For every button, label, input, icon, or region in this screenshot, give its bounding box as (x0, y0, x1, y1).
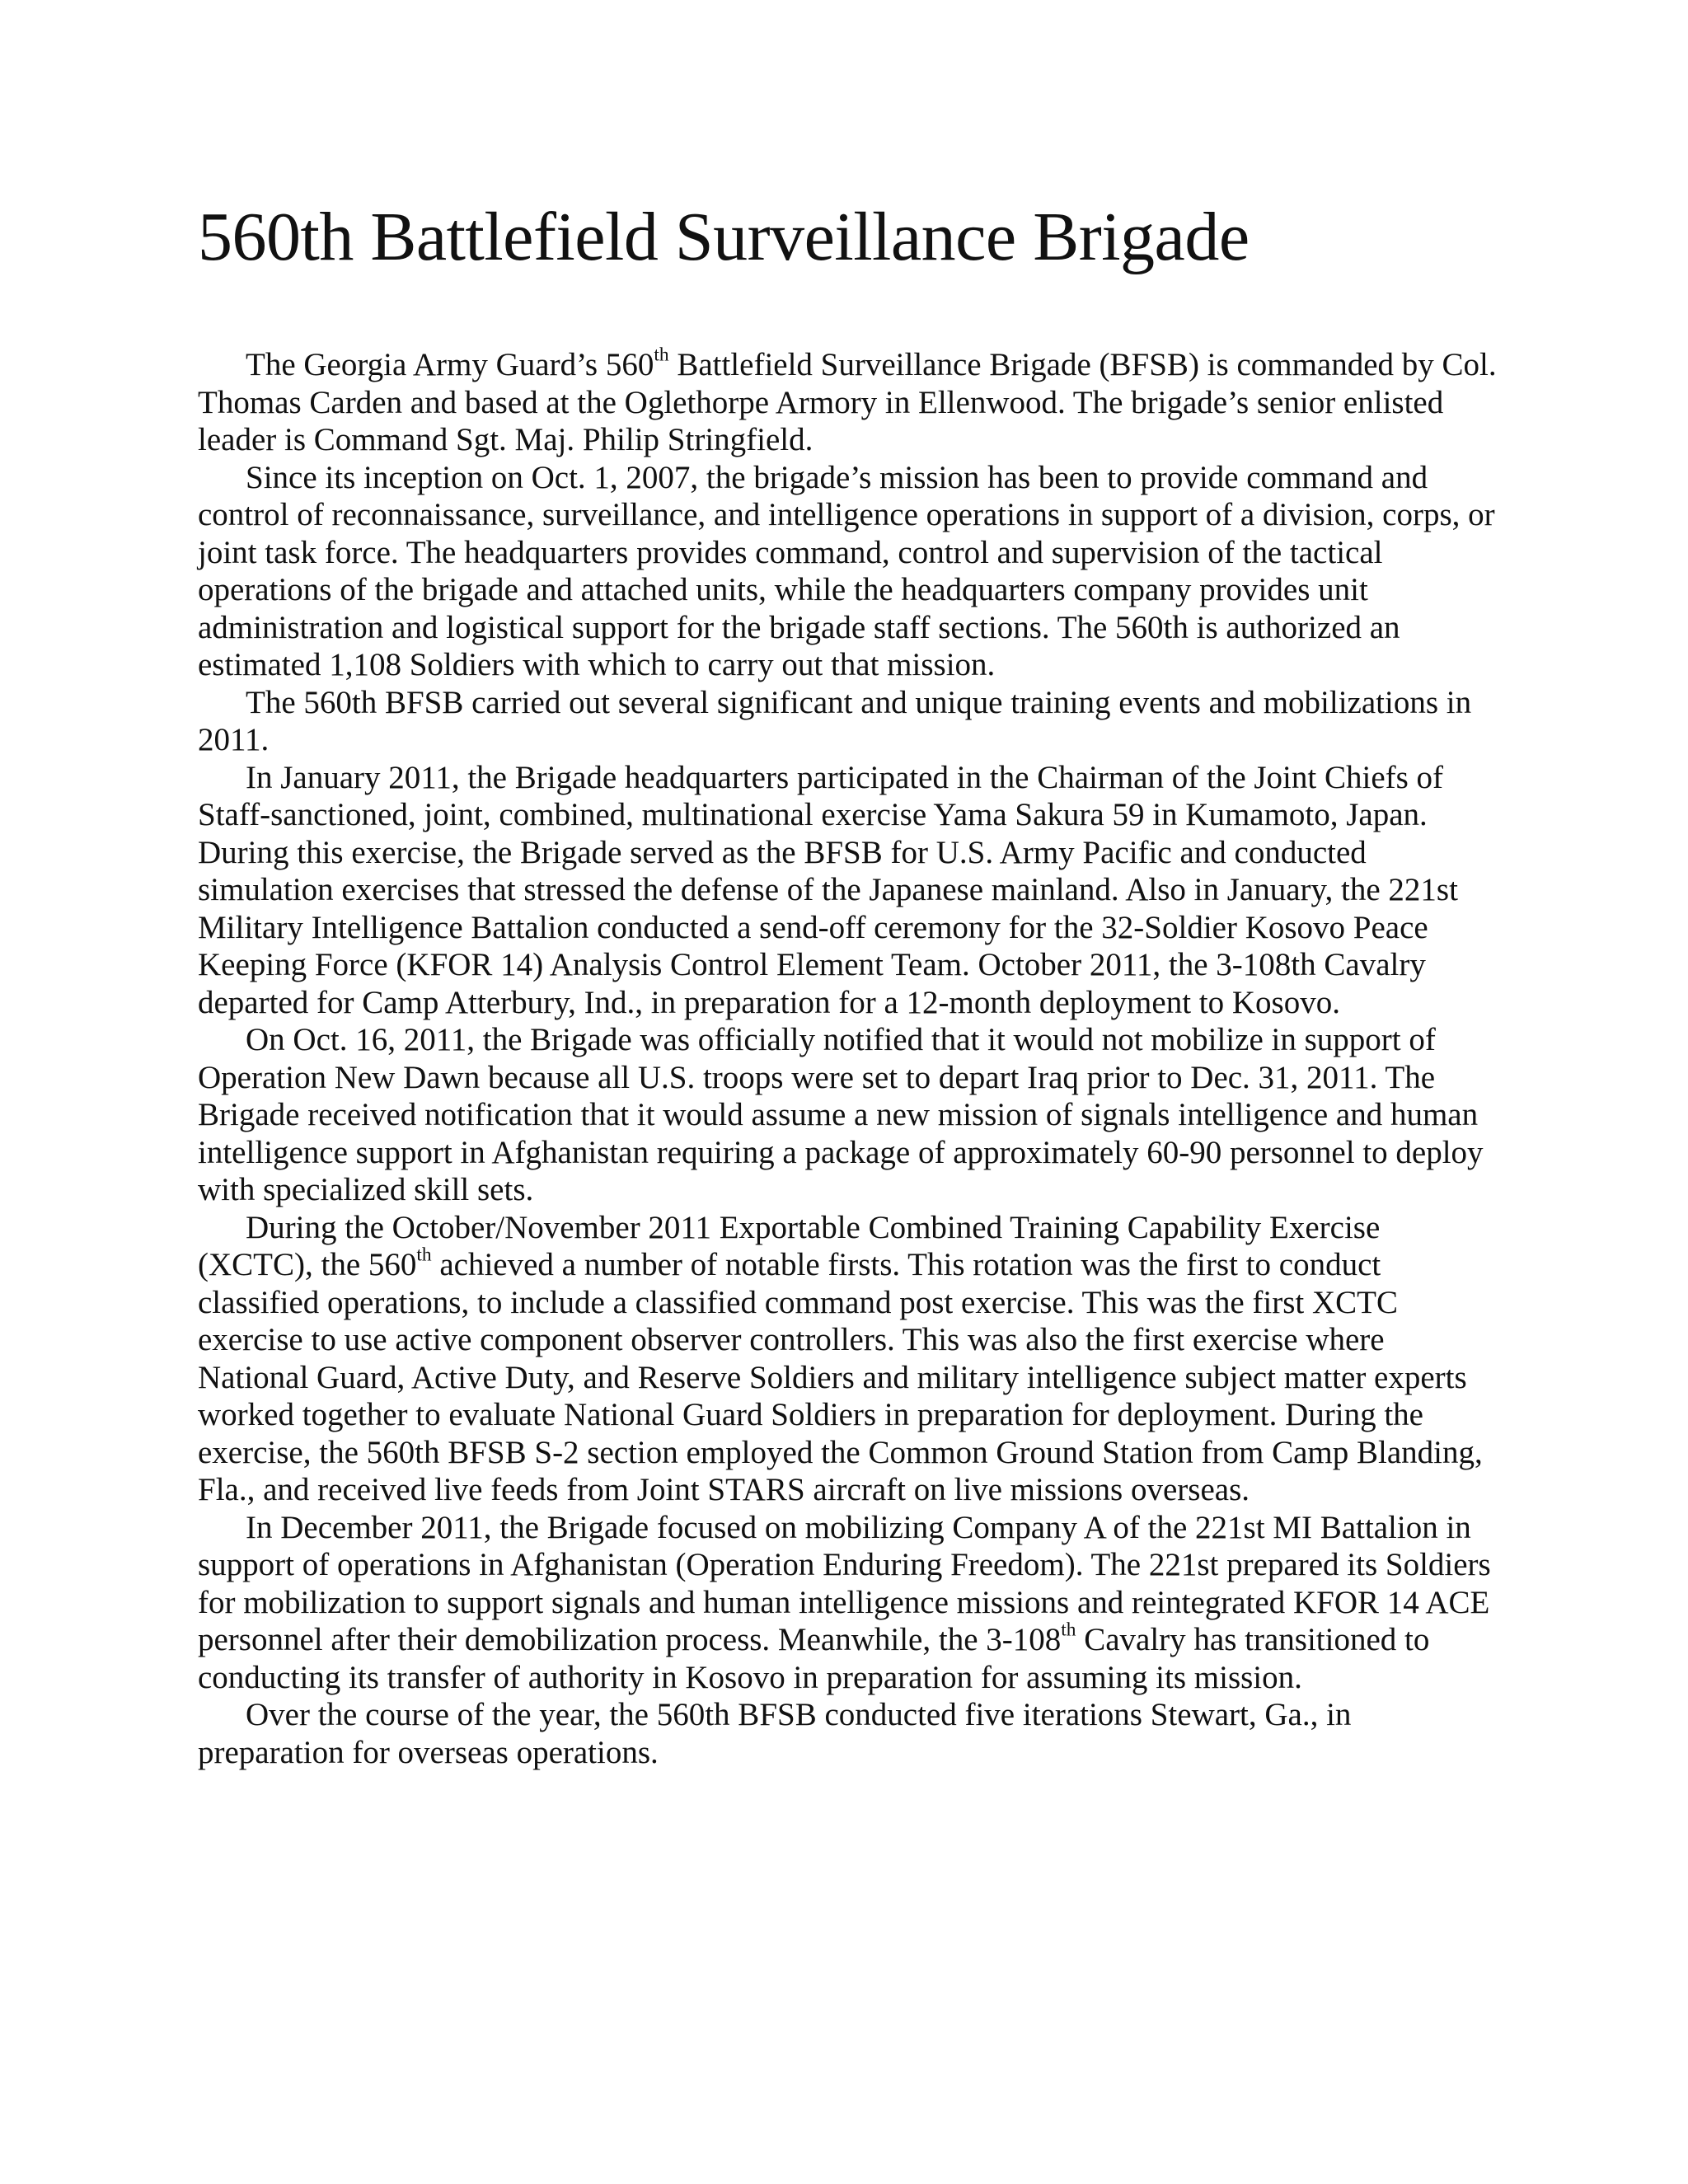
paragraph-text: Cavalry has transitioned to conducting its transfer of authority in Kosovo in preparation for assuming its mission. (198, 1622, 1430, 1695)
paragraph-yama-sakura: In January 2011, the Brigade headquarters participated in the Chairman of the Joint Chiefs of Staff-sanctioned, joint, combined, multinational exercise Yama Sakura 59 in Kumamoto, Japan. During this exercise, the Brigade served as the BFSB for U.S. Army Pacific and conducted simulation exercises that stressed the defense of the Japanese mainland. Also in January, the 221st Military Intelligence Battalion conducted a send-off ceremony for the 32-Soldier Kosovo Peace Keeping Force (KFOR 14) Analysis Control Element Team. October 2011, the 3-108th Cavalry departed for Camp Atterbury, Ind., in preparation for a 12-month deployment to Kosovo. (198, 759, 1458, 1020)
paragraph-xctc (198, 1209, 1500, 1509)
superscript: th (654, 344, 669, 366)
paragraph-text: The Georgia Army Guard’s 560 (246, 347, 654, 382)
paragraph-command (198, 346, 1500, 459)
page-title: 560th Battlefield Surveillance Brigade (198, 199, 1250, 275)
document-body (198, 346, 1500, 1771)
paragraph-text: achieved a number of notable firsts. This rotation was the first to conduct classified operations, to include a classified command post exercise. This was the first XCTC exercise to use active component observer controllers. This was also the first exercise where National Guard, Active Duty, and Reserve Soldiers and military intelligence subject matter experts worked together to evaluate National Guard Soldiers in preparation for deployment. During the exercise, the 560th BFSB S-2 section employed the Common Ground Station from Camp Blanding, Fla., and received live feeds from Joint STARS aircraft on live missions overseas. (198, 1247, 1483, 1507)
paragraph-text: During the October/November 2011 Exportable Combined Training Capability Exercise (XCTC), the 560 (198, 1209, 1381, 1282)
paragraph-iterations: Over the course of the year, the 560th BFSB conducted five iterations Stewart, Ga., in preparation for overseas operations. (198, 1697, 1352, 1770)
paragraph-text: Battlefield Surveillance Brigade (BFSB) is commanded by Col. Thomas Carden and based at the Oglethorpe Armory in Ellenwood. The brigade’s senior enlisted leader is Command Sgt. Maj. Philip Stringfield. (198, 347, 1497, 457)
paragraph-text: In December 2011, the Brigade focused on mobilizing Company A of the 221st MI Battalion in support of operations in Afghanistan (Operation Enduring Freedom). The 221st prepared its Soldiers for mobilization to support signals and human intelligence missions and reintegrated KFOR 14 ACE personnel after their demobilization process. Meanwhile, the 3-108 (198, 1509, 1491, 1657)
superscript: th (416, 1244, 432, 1266)
paragraph-mission: Since its inception on Oct. 1, 2007, the brigade’s mission has been to provide command and control of reconnaissance, surveillance, and intelligence operations in support of a division, corps, or joint task force. The headquarters provides command, control and supervision of the tactical operations of the brigade and attached units, while the headquarters company provides unit administration and logistical support for the brigade staff sections. The 560th is authorized an estimated 1,108 Soldiers with which to carry out that mission. (198, 459, 1495, 682)
paragraph-new-dawn: On Oct. 16, 2011, the Brigade was officially notified that it would not mobilize in support of Operation New Dawn because all U.S. troops were set to depart Iraq prior to Dec. 31, 2011. The Brigade received notification that it would assume a new mission of signals intelligence and human intelligence support in Afghanistan requiring a package of approximately 60-90 personnel to deploy with specialized skill sets. (198, 1022, 1484, 1207)
paragraph-december (198, 1509, 1500, 1697)
superscript: th (1061, 1619, 1076, 1641)
paragraph-training-events: The 560th BFSB carried out several significant and unique training events and mobilizations in 2011. (198, 684, 1472, 757)
